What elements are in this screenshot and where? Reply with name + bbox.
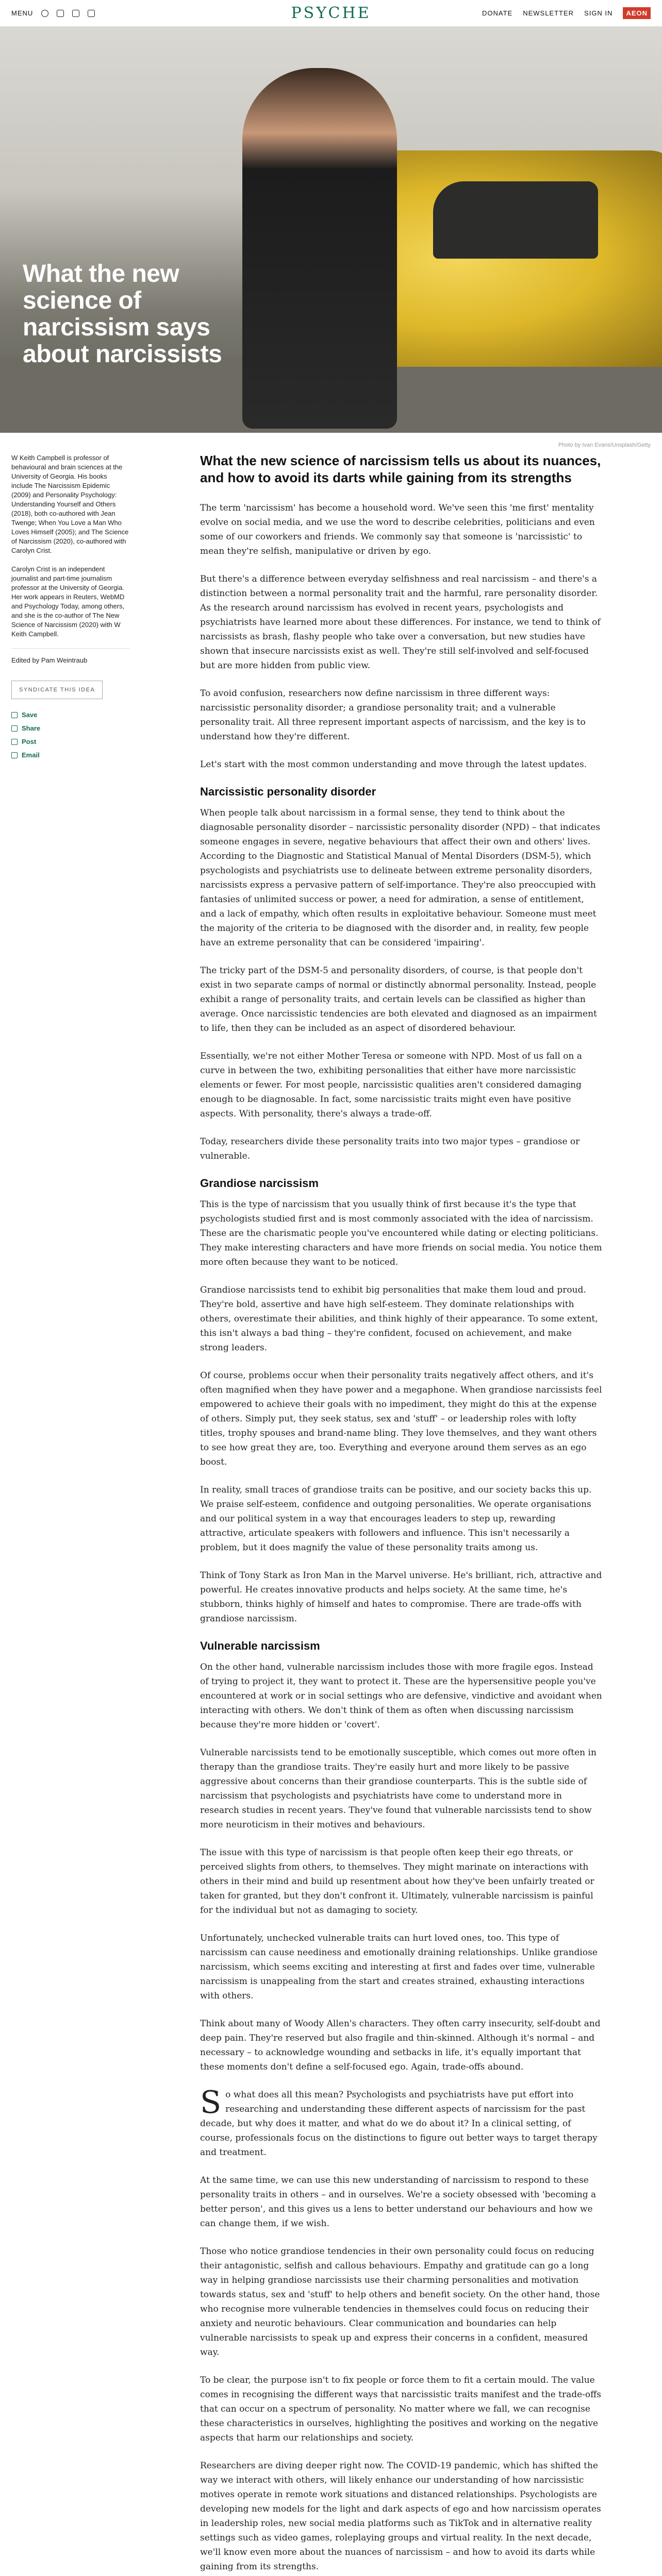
paragraph-text: o what does all this mean? Psychologists and psychiatrists have put effort into researching and understanding these different aspects of narcissism for the past decade, but why does it matter, and what do we do about it? In a clinical setting, of course, professionals focus on the distinctions to figure out better ways to target therapy and treatment.	[200, 2090, 598, 2158]
paragraph: Think about many of Woody Allen's characters. They often carry insecurity, self-doubt and deep pain. They're reserved but also fragile and thin-skinned. Although it's normal – and necessary – to acknowledge wounding and setbacks in life, it's equally important that these moments don't define a self-focused ego. Again, trade-offs abound.	[200, 2019, 601, 2072]
menu-button[interactable]: MENU	[11, 9, 34, 17]
section-heading: Narcissistic personality disorder	[200, 785, 376, 798]
brand-logo[interactable]: PSYCHE	[291, 4, 371, 22]
author-bio-2: Carolyn Crist is an independent journalist and part-time journalism professor at the University of Georgia. Her work appears in Reuters, WebMD and Psychology Today, among others, and she is the co-author of The New Science of Narcissism (2020) with W Keith Campbell.	[11, 565, 125, 638]
author-sidebar	[11, 453, 130, 760]
facebook-icon	[11, 725, 18, 732]
hero-image	[0, 27, 662, 433]
paragraph: When people talk about narcissism in a formal sense, they tend to think about the diagnosable personality disorder – narcissistic personality disorder (NPD) – that indicates someone engages in severe, negative behaviours that affect their own and others' lives. According to the Diagnostic and Statistical Manual of Mental Disorders (DSM-5), which psychologists and psychiatrists use to delineate between extreme personality disorders, narcissists express a pervasive pattern of self-importance. They're also preoccupied with fantasies of unlimited success or power, a need for admiration, a sense of entitlement, and a lack of empathy, which often results in exploitative behaviour. Someone must meet the majority of the criteria to be diagnosed with the disorder and, in reality, few people have an extreme personality that can be considered 'impairing'.	[200, 808, 601, 948]
twitter-icon	[11, 739, 18, 745]
article-standfirst: What the new science of narcissism tells us about its nuances, and how to avoid its darts while gaining from its strengths	[200, 453, 601, 485]
instagram-icon[interactable]	[88, 10, 95, 17]
paragraph: Researchers are diving deeper right now. The COVID-19 pandemic, which has shifted the way we interact with others, will likely enhance our understanding of how narcissistic motives operate in remote work situations and distanced relationships. Psychologists are developing new models for the light and dark aspects of ego and how narcissism operates in leadership roles, new social media platforms such as TikTok and in alternative reality settings such as video games, roleplaying groups and virtual reality. In the next decade, we'll know even more about the nuances of narcissism – and how to avoid its darts while gaining from its strengths.	[200, 2461, 601, 2572]
save-button[interactable]	[11, 710, 130, 720]
share-button[interactable]	[11, 724, 130, 733]
paragraph: On the other hand, vulnerable narcissism includes those with more fragile egos. Instead of trying to project it, they want to protect it. These are the hypersensitive people you've encountered at work or in social settings who are defensive, vindictive and avoidant when interacting with others. We don't think of them as often when discussing narcissism because they're more hidden or 'covert'.	[200, 1662, 602, 1730]
paragraph: Today, researchers divide these personality traits into two major types – grandiose or vulnerable.	[200, 1137, 580, 1161]
facebook-icon[interactable]	[57, 10, 64, 17]
paragraph: Those who notice grandiose tendencies in their own personality could focus on reducing their antagonistic, selfish and callous behaviours. Empathy and gratitude can go a long way in helping grandiose narcissists use their charming personalities and motivation towards status, sex and 'stuff' to help others and benefit society. On the other hand, those who recognise more vulnerable tendencies in themselves could focus on reducing their anxiety and neurotic behaviours. Clear communication and boundaries can help vulnerable narcissists to speak up and express their concerns in a confident, measured way.	[200, 2246, 600, 2358]
top-nav	[0, 0, 662, 27]
paragraph: To be clear, the purpose isn't to fix people or force them to fit a certain mould. The value comes in recognising the different ways that narcissistic traits manifest and the trade-offs that can occur on a spectrum of personality. No matter where we fall, we can recognise these characteristics in ourselves, highlighting the positives and working on the negative aspects that harm our relationships and society.	[200, 2375, 601, 2443]
aeon-logo[interactable]: AEON	[623, 7, 651, 19]
paragraph: The tricky part of the DSM-5 and personality disorders, of course, is that people don't exist in two separate camps of normal or distinctly abnormal personality. Instead, people exhibit a range of personality traits, and certain levels can be classified as higher than average. Once narcissistic tendencies are both elevated and diagnosed as an impairment to life, then they can be included as an aspect of disordered behaviour.	[200, 965, 597, 1033]
nav-left	[11, 9, 95, 17]
paragraph: Essentially, we're not either Mother Teresa or someone with NPD. Most of us fall on a curve in between the two, exhibiting personalities that either have more narcissistic elements or fewer. For most people, narcissistic qualities aren't considered damaging enough to be diagnosable. In fact, some narcissistic traits might even have positive aspects. With personality, there's always a trade-off.	[200, 1051, 582, 1119]
bookmark-icon	[11, 712, 18, 718]
paragraph: In reality, small traces of grandiose traits can be positive, and our society backs this up. We praise self-esteem, confidence and outgoing personalities. We operate organisations and our political system in a way that encourages leaders to step up, rewarding attractive, articulate speakers with followers and influence. This isn't necessarily a problem, but it does magnify the value of these personality traits among us.	[200, 1485, 592, 1553]
search-icon[interactable]	[41, 10, 48, 17]
paragraph: The issue with this type of narcissism is that people often keep their ego threats, or perceived slights from others, to themselves. They might marinate on interactions with others in their mind and build up resentment about how they've been unfairly treated or taken for granted, but they don't confront it. Ultimately, vulnerable narcissism is painful for the individual but not as damaging to society.	[200, 1848, 594, 1916]
section-heading: Vulnerable narcissism	[200, 1639, 320, 1652]
section-heading: Grandiose narcissism	[200, 1177, 319, 1190]
article-body	[200, 452, 602, 2576]
post-label: Post	[22, 738, 37, 745]
share-list-top	[11, 710, 130, 760]
edited-by: Edited by Pam Weintraub	[11, 656, 88, 664]
hero-person	[242, 68, 397, 429]
photo-credit: Photo by Ivan Evans/Unsplash/Getty	[558, 442, 651, 448]
paragraph	[200, 2084, 602, 2160]
paragraph: Grandiose narcissists tend to exhibit big personalities that make them loud and proud. They're bold, assertive and have high self-esteem. They dominate relationships with others, overestimate their abilities, and think highly of their appearance. To some extent, this isn't always a bad thing – they're confident, focused on achievement, and make strong leaders.	[200, 1285, 598, 1353]
nav-right	[482, 7, 651, 19]
email-label: Email	[22, 751, 40, 759]
syndicate-button[interactable]: SYNDICATE THIS IDEA	[11, 681, 103, 699]
divider	[11, 648, 130, 649]
share-label: Share	[22, 724, 41, 732]
page-title: What the new science of narcissism says about narcissists	[23, 260, 222, 368]
post-button[interactable]	[11, 737, 130, 747]
twitter-icon[interactable]	[72, 10, 79, 17]
paragraph: At the same time, we can use this new understanding of narcissism to respond to these personality traits in others – and in ourselves. We're a society obsessed with 'becoming a better person', and this gives us a lens to better understand our behaviours and how we can change them, if we wish.	[200, 2175, 597, 2229]
paragraph: But there's a difference between everyday selfishness and real narcissism – and there's a distinction between a normal personality trait and the harmful, rare personality disorder. As the research around narcissism has evolved in recent years, psychologists and psychiatrists have learned more about these differences. For instance, we tend to think of narcissists as brash, flashy people who take over a conversation, but new studies have shown that insecure narcissists exist as well. They're still self-involved and self-focused but are more hidden from public view.	[200, 574, 601, 671]
paragraph: To avoid confusion, researchers now define narcissism in three different ways: narcissistic personality disorder; a grandiose personality trait; and a vulnerable personality trait. All three represent important aspects of narcissism, and the key is to understand how they're different.	[200, 688, 586, 742]
donate-link[interactable]: DONATE	[482, 9, 513, 17]
paragraph: The term 'narcissism' has become a household word. We've seen this 'me first' mentality evolve on social media, and we use the word to describe celebrities, politicians and even some of our coworkers and friends. We commonly say that someone is 'narcissistic' to mean they're selfish, manipulative or driven by ego.	[200, 503, 595, 556]
paragraph: Of course, problems occur when their personality traits negatively affect others, and it's often magnified when they have power and a megaphone. When grandiose narcissists feel empowered to achieve their goals with no impediment, they might do this at the expense of others. Simply put, they seek status, sex and 'stuff' – or leadership roles with lofty titles, trophy spouses and brand-name bling. They love themselves, and they want others to see how great they are, too. Everything and everyone around them serves as an ego boost.	[200, 1370, 602, 1467]
signin-link[interactable]: SIGN IN	[584, 9, 613, 17]
paragraph: This is the type of narcissism that you usually think of first because it's the type that psychologists studied first and is most commonly associated with the idea of narcissism. These are the charismatic people you've encountered while dating or electing politicians. They make interesting characters and have more friends on social media. You notice them more often because they want to be noticed.	[200, 1199, 602, 1267]
save-label: Save	[22, 711, 38, 719]
author-bio-1: W Keith Campbell is professor of behavioural and brain sciences at the University of Georgia. His books include The Narcissism Epidemic (2009) and Personality Psychology: Understanding Yourself and Others (2018), both co-authored with Jean Twenge; When You Love a Man Who Loves Himself (2005); and The Science of Narcissism (2020), co-authored with Carolyn Crist.	[11, 454, 129, 554]
hero-taxi-window	[433, 181, 598, 259]
paragraph: Think of Tony Stark as Iron Man in the Marvel universe. He's brilliant, rich, attractive and powerful. He creates innovative products and helps society. At the same time, he's stubborn, thinks highly of himself and hates to compromise. There are trade-offs with grandiose narcissism.	[200, 1570, 602, 1624]
email-button[interactable]	[11, 751, 130, 760]
drop-cap: S	[200, 2084, 222, 2121]
email-icon	[11, 752, 18, 758]
paragraph: Unfortunately, unchecked vulnerable traits can hurt loved ones, too. This type of narcissism can cause neediness and emotionally draining relationships. Unlike grandiose narcissism, which seems exciting and interesting at first and fades over time, vulnerable narcissism is unappealing from the start and creates strained, exhausting interactions with others.	[200, 1933, 598, 2001]
paragraph: Let's start with the most common understanding and move through the latest updates.	[200, 759, 587, 770]
newsletter-link[interactable]: NEWSLETTER	[523, 9, 574, 17]
paragraph: Vulnerable narcissists tend to be emotionally susceptible, which comes out more often in therapy than the grandiose traits. They're easily hurt and more likely to be passive aggressive about concerns than their grandiose counterparts. This is the subtle side of narcissism that psychologists and psychiatrists have come to understand more in research studies in recent years. They've found that vulnerable narcissists tend to show more neuroticism in their motives and behaviours.	[200, 1748, 597, 1830]
